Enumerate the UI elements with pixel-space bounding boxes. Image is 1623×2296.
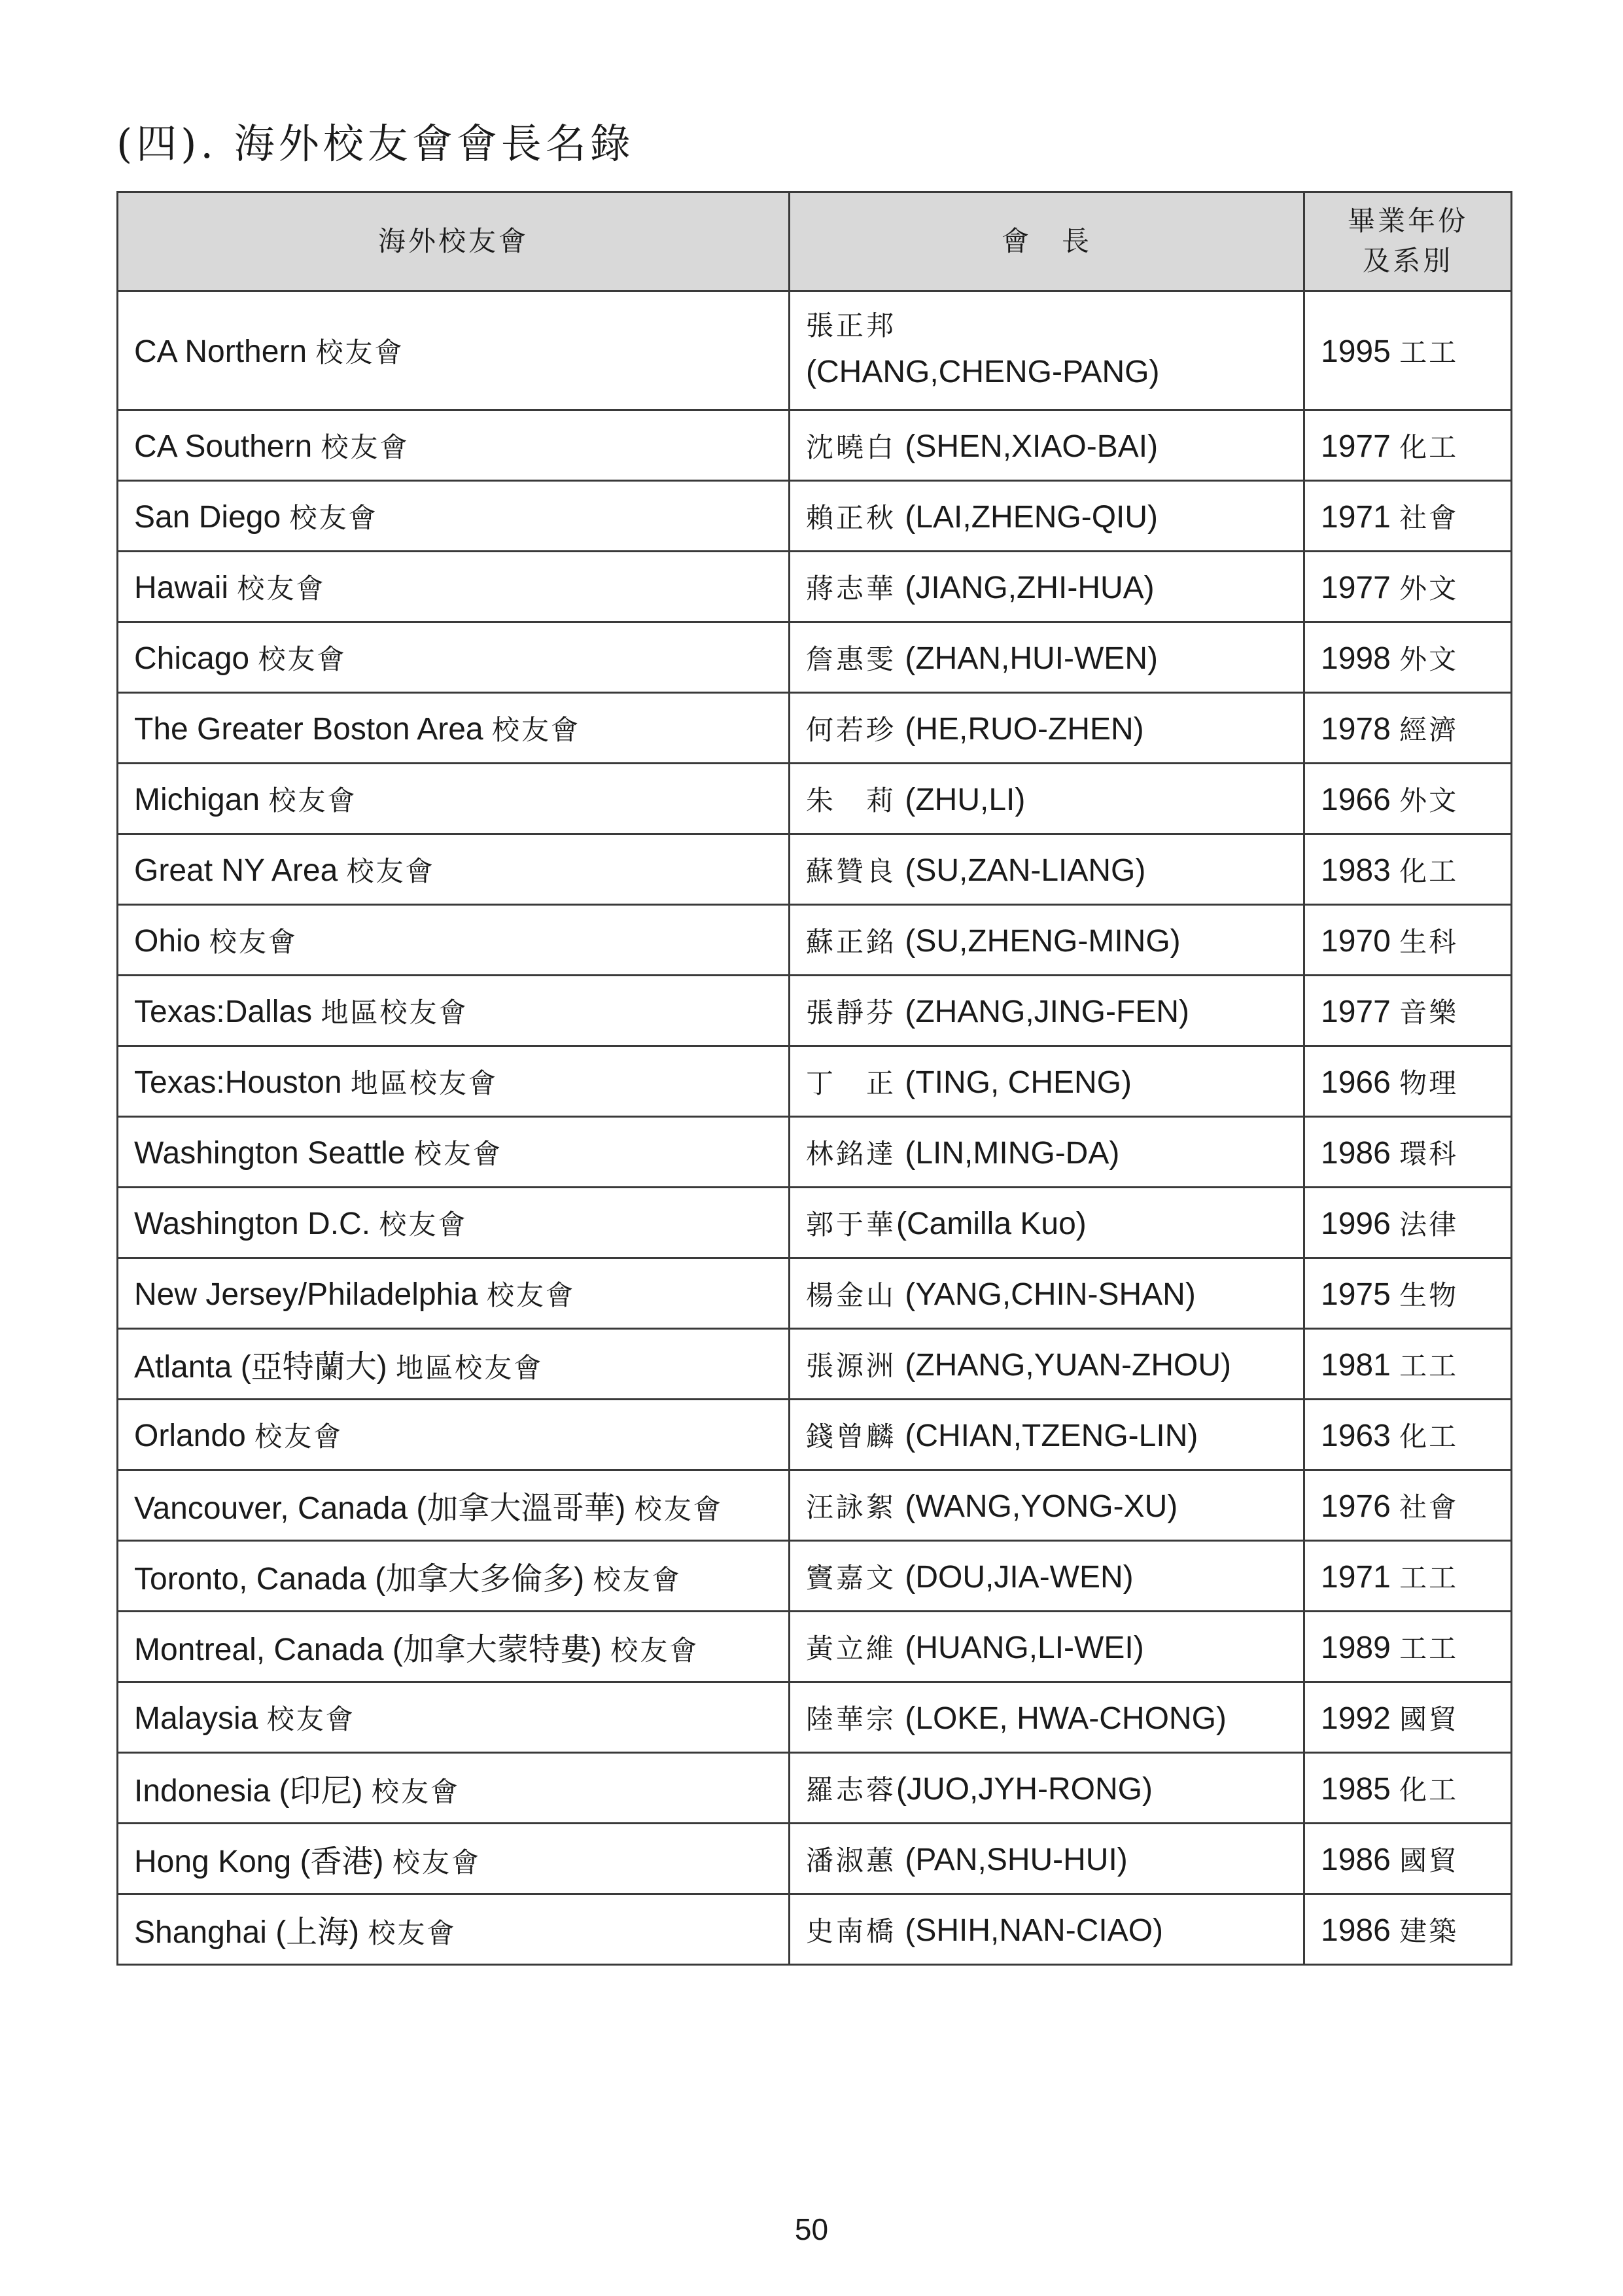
chapter-suffix: 校友會 bbox=[258, 643, 347, 675]
president-name-en: (HUANG,LI-WEI) bbox=[905, 1630, 1144, 1665]
graduation-cell bbox=[1304, 1046, 1512, 1117]
president-cell bbox=[790, 1682, 1304, 1753]
page-number: 50 bbox=[794, 2212, 829, 2246]
table-row bbox=[118, 481, 1512, 552]
president-cell bbox=[790, 1400, 1304, 1470]
chapter-suffix: 地區校友會 bbox=[321, 996, 468, 1029]
graduation-year: 1989 bbox=[1321, 1630, 1391, 1665]
chapter-name: Orlando bbox=[134, 1418, 246, 1453]
president-name-zh: 張正邦 bbox=[806, 309, 897, 342]
graduation-cell bbox=[1304, 552, 1512, 622]
chapter-cell bbox=[118, 1258, 790, 1329]
president-name-en: (SHIH,NAN-CIAO) bbox=[905, 1913, 1164, 1948]
table-row bbox=[118, 291, 1512, 410]
president-name-zh: 沈曉白 bbox=[806, 431, 897, 463]
graduation-year: 1977 bbox=[1321, 570, 1391, 605]
department: 外文 bbox=[1399, 784, 1459, 817]
department: 國貿 bbox=[1399, 1844, 1459, 1877]
graduation-cell bbox=[1304, 291, 1512, 410]
chapter-cell bbox=[118, 1046, 790, 1117]
chapter-name: Hawaii bbox=[134, 570, 229, 605]
table-row bbox=[118, 1612, 1512, 1682]
department: 工工 bbox=[1399, 1349, 1459, 1382]
graduation-cell bbox=[1304, 1470, 1512, 1541]
graduation-year: 1986 bbox=[1321, 1913, 1391, 1948]
president-name-en: (JUO,JYH-RONG) bbox=[896, 1771, 1153, 1807]
department: 化工 bbox=[1399, 431, 1459, 463]
president-name-en: (SU,ZHENG-MING) bbox=[905, 923, 1181, 959]
graduation-year: 1975 bbox=[1321, 1277, 1391, 1312]
table-row bbox=[118, 1329, 1512, 1400]
chapter-cell bbox=[118, 1753, 790, 1824]
president-name-zh: 詹惠雯 bbox=[806, 643, 897, 675]
president-name-zh: 羅志蓉 bbox=[806, 1773, 897, 1806]
table-header-row bbox=[118, 192, 1512, 291]
chapter-name: Ohio bbox=[134, 923, 201, 959]
president-name-zh: 蘇正銘 bbox=[806, 925, 897, 958]
president-cell bbox=[790, 1329, 1304, 1400]
department: 外文 bbox=[1399, 572, 1459, 605]
graduation-cell bbox=[1304, 1117, 1512, 1188]
president-cell bbox=[790, 1824, 1304, 1894]
graduation-year: 1995 bbox=[1321, 334, 1391, 369]
chapter-name: Washington Seattle bbox=[134, 1135, 406, 1171]
department: 化工 bbox=[1399, 1773, 1459, 1806]
graduation-cell bbox=[1304, 1541, 1512, 1612]
chapter-cell bbox=[118, 693, 790, 764]
header-chapter: 海外校友會 bbox=[118, 192, 790, 291]
chapter-suffix: 校友會 bbox=[413, 1137, 502, 1170]
graduation-cell bbox=[1304, 764, 1512, 834]
department: 環科 bbox=[1399, 1137, 1459, 1170]
president-name-en: (TING, CHENG) bbox=[905, 1065, 1132, 1100]
president-cell bbox=[790, 1612, 1304, 1682]
graduation-year: 1986 bbox=[1321, 1135, 1391, 1171]
president-name-en: (ZHU,LI) bbox=[905, 782, 1026, 817]
department: 法律 bbox=[1399, 1208, 1459, 1241]
president-cell bbox=[790, 693, 1304, 764]
table-row bbox=[118, 693, 1512, 764]
table-row bbox=[118, 1046, 1512, 1117]
chapter-cell bbox=[118, 622, 790, 693]
president-name-zh: 楊金山 bbox=[806, 1279, 897, 1311]
president-name-zh: 汪詠絮 bbox=[806, 1491, 897, 1523]
president-name-en: (CHIAN,TZENG-LIN) bbox=[905, 1418, 1198, 1453]
president-name-en: (LAI,ZHENG-QIU) bbox=[905, 499, 1159, 535]
president-name-zh: 賴正秋 bbox=[806, 501, 897, 534]
graduation-cell bbox=[1304, 1188, 1512, 1258]
department: 工工 bbox=[1399, 1561, 1459, 1594]
chapter-suffix: 校友會 bbox=[321, 431, 410, 463]
president-name-zh: 竇嘉文 bbox=[806, 1561, 897, 1594]
president-cell bbox=[790, 1188, 1304, 1258]
president-cell bbox=[790, 1117, 1304, 1188]
president-name-en: (JIANG,ZHI-HUA) bbox=[905, 570, 1155, 605]
department: 音樂 bbox=[1399, 996, 1459, 1029]
chapter-name: Texas:Houston bbox=[134, 1065, 342, 1100]
chapter-name: Michigan bbox=[134, 782, 260, 817]
table-row bbox=[118, 1470, 1512, 1541]
graduation-year: 1996 bbox=[1321, 1206, 1391, 1241]
chapter-suffix: 校友會 bbox=[289, 501, 378, 534]
chapter-suffix: 校友會 bbox=[371, 1776, 460, 1808]
chapter-name: Malaysia bbox=[134, 1701, 258, 1736]
department: 社會 bbox=[1399, 1491, 1459, 1523]
graduation-year: 1971 bbox=[1321, 499, 1391, 535]
graduation-year: 1977 bbox=[1321, 429, 1391, 464]
chapter-cell bbox=[118, 764, 790, 834]
chapter-name: Atlanta (亞特蘭大) bbox=[134, 1350, 387, 1385]
department: 化工 bbox=[1399, 855, 1459, 887]
chapter-suffix: 校友會 bbox=[254, 1420, 343, 1453]
president-cell bbox=[790, 905, 1304, 976]
president-cell bbox=[790, 1753, 1304, 1824]
table-row bbox=[118, 834, 1512, 905]
chapter-suffix: 校友會 bbox=[266, 1703, 355, 1735]
table-row bbox=[118, 622, 1512, 693]
president-name-en: (ZHAN,HUI-WEN) bbox=[905, 641, 1158, 676]
chapter-suffix: 校友會 bbox=[593, 1564, 682, 1596]
graduation-cell bbox=[1304, 1329, 1512, 1400]
table-row bbox=[118, 1753, 1512, 1824]
president-name-zh: 朱 莉 bbox=[806, 784, 897, 817]
president-name-zh: 黃立維 bbox=[806, 1632, 897, 1665]
table-row bbox=[118, 552, 1512, 622]
chapter-cell bbox=[118, 291, 790, 410]
chapter-cell bbox=[118, 1329, 790, 1400]
graduation-cell bbox=[1304, 1612, 1512, 1682]
president-name-en: (SU,ZAN-LIANG) bbox=[905, 853, 1146, 888]
chapter-name: Texas:Dallas bbox=[134, 994, 313, 1029]
graduation-year: 1998 bbox=[1321, 641, 1391, 676]
graduation-cell bbox=[1304, 1258, 1512, 1329]
chapter-cell bbox=[118, 976, 790, 1046]
president-cell bbox=[790, 1894, 1304, 1965]
graduation-year: 1992 bbox=[1321, 1701, 1391, 1736]
graduation-year: 1966 bbox=[1321, 782, 1391, 817]
graduation-year: 1985 bbox=[1321, 1771, 1391, 1807]
president-name-en: (CHANG,CHENG-PANG) bbox=[806, 354, 1160, 389]
chapter-name: Hong Kong (香港) bbox=[134, 1845, 384, 1879]
president-name-zh: 陸華宗 bbox=[806, 1703, 897, 1735]
president-name-en: (ZHANG,YUAN-ZHOU) bbox=[905, 1347, 1231, 1383]
president-name-zh: 丁 正 bbox=[806, 1067, 897, 1099]
president-name-zh: 張源洲 bbox=[806, 1349, 897, 1382]
chapter-suffix: 校友會 bbox=[368, 1917, 457, 1949]
president-name-en: (LOKE, HWA-CHONG) bbox=[905, 1701, 1227, 1736]
president-name-en: (WANG,YONG-XU) bbox=[905, 1489, 1178, 1524]
chapter-name: San Diego bbox=[134, 499, 281, 535]
president-name-en: (Camilla Kuo) bbox=[896, 1206, 1087, 1241]
graduation-year: 1986 bbox=[1321, 1842, 1391, 1877]
chapter-name: Chicago bbox=[134, 641, 250, 676]
graduation-year: 1970 bbox=[1321, 923, 1391, 959]
chapter-cell bbox=[118, 1400, 790, 1470]
department: 工工 bbox=[1399, 336, 1459, 368]
president-cell bbox=[790, 764, 1304, 834]
chapter-cell bbox=[118, 1682, 790, 1753]
chapter-suffix: 校友會 bbox=[491, 713, 580, 746]
department: 經濟 bbox=[1399, 713, 1459, 746]
department: 工工 bbox=[1399, 1632, 1459, 1665]
president-name-zh: 蘇贊良 bbox=[806, 855, 897, 887]
president-cell bbox=[790, 1541, 1304, 1612]
chapter-cell bbox=[118, 1612, 790, 1682]
chapter-suffix: 校友會 bbox=[634, 1493, 723, 1525]
chapter-cell bbox=[118, 481, 790, 552]
graduation-year: 1981 bbox=[1321, 1347, 1391, 1383]
chapter-cell bbox=[118, 1541, 790, 1612]
president-name-zh: 張靜芬 bbox=[806, 996, 897, 1029]
graduation-cell bbox=[1304, 622, 1512, 693]
president-name-zh: 史南橋 bbox=[806, 1915, 897, 1947]
president-cell bbox=[790, 291, 1304, 410]
president-name-en: (YANG,CHIN-SHAN) bbox=[905, 1277, 1196, 1312]
header-graduation bbox=[1304, 192, 1512, 291]
chapter-cell bbox=[118, 1117, 790, 1188]
graduation-cell bbox=[1304, 1400, 1512, 1470]
chapter-suffix: 校友會 bbox=[610, 1634, 699, 1667]
chapter-name: Shanghai (上海) bbox=[134, 1915, 360, 1950]
president-name-en: (PAN,SHU-HUI) bbox=[905, 1842, 1128, 1877]
header-graduation-line2: 及系別 bbox=[1362, 245, 1453, 277]
graduation-cell bbox=[1304, 410, 1512, 481]
table-row bbox=[118, 1541, 1512, 1612]
header-president: 會 長 bbox=[790, 192, 1304, 291]
president-cell bbox=[790, 834, 1304, 905]
chapter-name: CA Southern bbox=[134, 429, 313, 464]
alumni-president-table bbox=[116, 191, 1512, 1966]
page-title: (四). 海外校友會會長名錄 bbox=[116, 120, 635, 168]
president-name-zh: 蔣志華 bbox=[806, 572, 897, 605]
president-cell bbox=[790, 976, 1304, 1046]
president-cell bbox=[790, 1046, 1304, 1117]
department: 生物 bbox=[1399, 1279, 1459, 1311]
chapter-suffix: 校友會 bbox=[379, 1208, 468, 1241]
table-row bbox=[118, 1400, 1512, 1470]
chapter-name: CA Northern bbox=[134, 334, 307, 369]
president-cell bbox=[790, 1470, 1304, 1541]
president-name-zh: 錢曾麟 bbox=[806, 1420, 897, 1453]
president-name-en: (HE,RUO-ZHEN) bbox=[905, 711, 1144, 747]
chapter-cell bbox=[118, 1824, 790, 1894]
president-cell bbox=[790, 622, 1304, 693]
chapter-suffix: 校友會 bbox=[268, 784, 357, 817]
chapter-suffix: 地區校友會 bbox=[396, 1352, 544, 1384]
department: 生科 bbox=[1399, 925, 1459, 958]
table-row bbox=[118, 1824, 1512, 1894]
department: 社會 bbox=[1399, 501, 1459, 534]
graduation-year: 1963 bbox=[1321, 1418, 1391, 1453]
chapter-name: Indonesia (印尼) bbox=[134, 1774, 363, 1809]
president-name-en: (ZHANG,JING-FEN) bbox=[905, 994, 1189, 1029]
graduation-cell bbox=[1304, 481, 1512, 552]
chapter-suffix: 校友會 bbox=[237, 572, 326, 605]
table-row bbox=[118, 410, 1512, 481]
chapter-suffix: 校友會 bbox=[209, 925, 298, 958]
table-row bbox=[118, 976, 1512, 1046]
table-row bbox=[118, 1682, 1512, 1753]
president-name-en: (SHEN,XIAO-BAI) bbox=[905, 429, 1159, 464]
chapter-cell bbox=[118, 1188, 790, 1258]
chapter-cell bbox=[118, 834, 790, 905]
graduation-cell bbox=[1304, 693, 1512, 764]
president-name-en: (DOU,JIA-WEN) bbox=[905, 1559, 1134, 1595]
president-name-zh: 潘淑蕙 bbox=[806, 1844, 897, 1877]
chapter-suffix: 地區校友會 bbox=[350, 1067, 498, 1099]
graduation-year: 1977 bbox=[1321, 994, 1391, 1029]
department: 國貿 bbox=[1399, 1703, 1459, 1735]
president-name-zh: 林銘達 bbox=[806, 1137, 897, 1170]
graduation-year: 1976 bbox=[1321, 1489, 1391, 1524]
department: 化工 bbox=[1399, 1420, 1459, 1453]
department: 外文 bbox=[1399, 643, 1459, 675]
president-name-zh: 何若珍 bbox=[806, 713, 897, 746]
chapter-name: New Jersey/Philadelphia bbox=[134, 1277, 478, 1312]
graduation-year: 1966 bbox=[1321, 1065, 1391, 1100]
chapter-name: Montreal, Canada (加拿大蒙特婁) bbox=[134, 1633, 602, 1667]
chapter-suffix: 校友會 bbox=[486, 1279, 575, 1311]
chapter-cell bbox=[118, 1894, 790, 1965]
chapter-suffix: 校友會 bbox=[315, 336, 404, 368]
table-row bbox=[118, 764, 1512, 834]
graduation-year: 1971 bbox=[1321, 1559, 1391, 1595]
graduation-cell bbox=[1304, 1753, 1512, 1824]
president-cell bbox=[790, 410, 1304, 481]
table-row bbox=[118, 1188, 1512, 1258]
chapter-name: Toronto, Canada (加拿大多倫多) bbox=[134, 1562, 585, 1597]
table-row bbox=[118, 1117, 1512, 1188]
graduation-cell bbox=[1304, 1682, 1512, 1753]
graduation-cell bbox=[1304, 905, 1512, 976]
department: 物理 bbox=[1399, 1067, 1459, 1099]
chapter-suffix: 校友會 bbox=[392, 1846, 481, 1879]
president-name-en: (LIN,MING-DA) bbox=[905, 1135, 1120, 1171]
chapter-name: Great NY Area bbox=[134, 853, 338, 888]
chapter-cell bbox=[118, 552, 790, 622]
chapter-cell bbox=[118, 410, 790, 481]
chapter-suffix: 校友會 bbox=[346, 855, 435, 887]
graduation-cell bbox=[1304, 1824, 1512, 1894]
president-cell bbox=[790, 552, 1304, 622]
table-row bbox=[118, 1894, 1512, 1965]
chapter-name: The Greater Boston Area bbox=[134, 711, 483, 747]
graduation-cell bbox=[1304, 834, 1512, 905]
table-row bbox=[118, 1258, 1512, 1329]
chapter-cell bbox=[118, 1470, 790, 1541]
header-graduation-line1: 畢業年份 bbox=[1347, 205, 1468, 238]
graduation-cell bbox=[1304, 976, 1512, 1046]
graduation-year: 1978 bbox=[1321, 711, 1391, 747]
president-cell bbox=[790, 1258, 1304, 1329]
president-cell bbox=[790, 481, 1304, 552]
department: 建築 bbox=[1399, 1915, 1459, 1947]
chapter-name: Washington D.C. bbox=[134, 1206, 371, 1241]
president-name-zh: 郭于華 bbox=[806, 1208, 897, 1241]
graduation-cell bbox=[1304, 1894, 1512, 1965]
table-row bbox=[118, 905, 1512, 976]
graduation-year: 1983 bbox=[1321, 853, 1391, 888]
chapter-name: Vancouver, Canada (加拿大溫哥華) bbox=[134, 1491, 626, 1526]
chapter-cell bbox=[118, 905, 790, 976]
